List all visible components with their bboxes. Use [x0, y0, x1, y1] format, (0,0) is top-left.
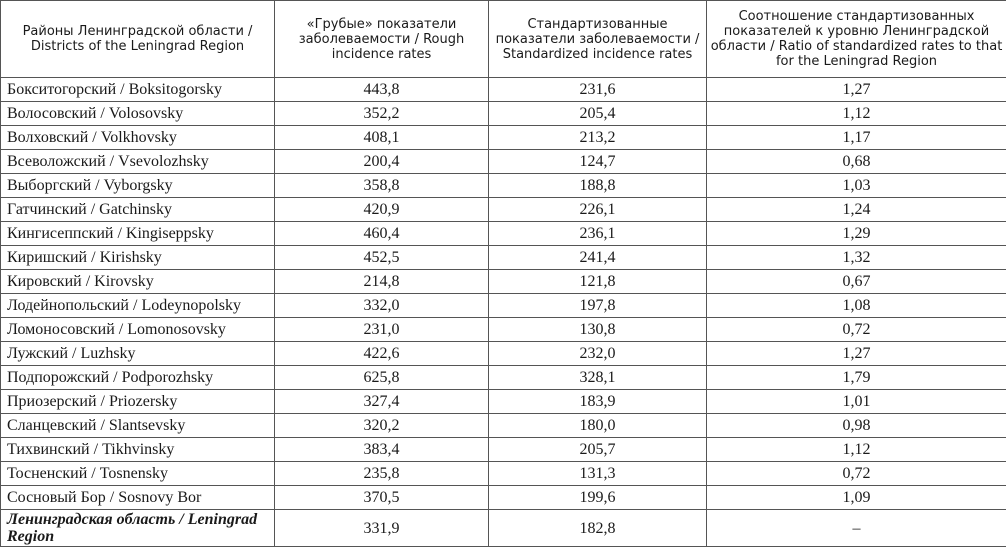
total-district-cell: Ленинградская область / Leningrad Region: [1, 510, 275, 547]
standardized-rate-cell: 205,4: [489, 102, 707, 126]
table-row: [1, 342, 1006, 366]
district-cell: Волосовский / Volosovsky: [1, 102, 275, 126]
table-row: [1, 174, 1006, 198]
total-row: [1, 510, 1006, 547]
rough-rate-cell: 327,4: [275, 390, 489, 414]
district-cell: Всеволожский / Vsevolozhsky: [1, 150, 275, 174]
standardized-rate-cell: 121,8: [489, 270, 707, 294]
district-cell: Гатчинский / Gatchinsky: [1, 198, 275, 222]
district-cell: Тосненский / Tosnensky: [1, 462, 275, 486]
rough-rate-cell: 408,1: [275, 126, 489, 150]
table-row: [1, 390, 1006, 414]
table-row: [1, 366, 1006, 390]
district-cell: Волховский / Volkhovsky: [1, 126, 275, 150]
district-cell: Тихвинский / Tikhvinsky: [1, 438, 275, 462]
table-row: [1, 126, 1006, 150]
ratio-cell: 1,03: [707, 174, 1006, 198]
total-ratio-cell: –: [707, 510, 1006, 547]
table-row: [1, 318, 1006, 342]
standardized-rate-cell: 199,6: [489, 486, 707, 510]
table-row: [1, 486, 1006, 510]
standardized-rate-cell: 180,0: [489, 414, 707, 438]
district-cell: Кировский / Kirovsky: [1, 270, 275, 294]
table-row: [1, 198, 1006, 222]
rough-rate-cell: 200,4: [275, 150, 489, 174]
district-cell: Кингисеппский / Kingiseppsky: [1, 222, 275, 246]
standardized-rate-cell: 183,9: [489, 390, 707, 414]
ratio-cell: 1,12: [707, 438, 1006, 462]
table-row: [1, 294, 1006, 318]
standardized-rate-cell: 213,2: [489, 126, 707, 150]
ratio-cell: 0,67: [707, 270, 1006, 294]
ratio-cell: 1,09: [707, 486, 1006, 510]
standardized-rate-cell: 231,6: [489, 78, 707, 102]
rough-rate-cell: 214,8: [275, 270, 489, 294]
table-row: [1, 78, 1006, 102]
table-row: [1, 150, 1006, 174]
ratio-cell: 1,27: [707, 342, 1006, 366]
table-row: [1, 438, 1006, 462]
standardized-rate-cell: 226,1: [489, 198, 707, 222]
header-standardized-rates: Стандартизованные показатели заболеваемости / Standardized incidence rates: [489, 1, 707, 78]
rough-rate-cell: 443,8: [275, 78, 489, 102]
table-row: [1, 246, 1006, 270]
rough-rate-cell: 332,0: [275, 294, 489, 318]
district-cell: Ломоносовский / Lomonosovsky: [1, 318, 275, 342]
standardized-rate-cell: 124,7: [489, 150, 707, 174]
table-header-row: [1, 1, 1006, 78]
table-row: [1, 462, 1006, 486]
header-ratio: Соотношение стандартизованных показателей к уровню Ленинградской области / Ratio of standardized rates to that for the Leningrad Region: [707, 1, 1006, 78]
standardized-rate-cell: 328,1: [489, 366, 707, 390]
standardized-rate-cell: 188,8: [489, 174, 707, 198]
rough-rate-cell: 352,2: [275, 102, 489, 126]
ratio-cell: 0,72: [707, 462, 1006, 486]
district-cell: Сланцевский / Slantsevsky: [1, 414, 275, 438]
district-cell: Лужский / Luzhsky: [1, 342, 275, 366]
table-body: [1, 78, 1006, 510]
ratio-cell: 1,24: [707, 198, 1006, 222]
standardized-rate-cell: 130,8: [489, 318, 707, 342]
ratio-cell: 1,32: [707, 246, 1006, 270]
table-row: [1, 102, 1006, 126]
standardized-rate-cell: 131,3: [489, 462, 707, 486]
rough-rate-cell: 383,4: [275, 438, 489, 462]
rough-rate-cell: 420,9: [275, 198, 489, 222]
district-cell: Киришский / Kirishsky: [1, 246, 275, 270]
standardized-rate-cell: 197,8: [489, 294, 707, 318]
ratio-cell: 1,01: [707, 390, 1006, 414]
rough-rate-cell: 452,5: [275, 246, 489, 270]
rough-rate-cell: 235,8: [275, 462, 489, 486]
ratio-cell: 0,72: [707, 318, 1006, 342]
ratio-cell: 1,17: [707, 126, 1006, 150]
ratio-cell: 1,12: [707, 102, 1006, 126]
ratio-cell: 1,29: [707, 222, 1006, 246]
table-row: [1, 222, 1006, 246]
rough-rate-cell: 422,6: [275, 342, 489, 366]
district-cell: Выборгский / Vyborgsky: [1, 174, 275, 198]
standardized-rate-cell: 236,1: [489, 222, 707, 246]
rough-rate-cell: 370,5: [275, 486, 489, 510]
header-district: Районы Ленинградской области / Districts of the Leningrad Region: [1, 1, 275, 78]
district-cell: Бокситогорский / Boksitogorsky: [1, 78, 275, 102]
table-row: [1, 270, 1006, 294]
ratio-cell: 1,08: [707, 294, 1006, 318]
total-rough-cell: 331,9: [275, 510, 489, 547]
rough-rate-cell: 320,2: [275, 414, 489, 438]
standardized-rate-cell: 232,0: [489, 342, 707, 366]
standardized-rate-cell: 241,4: [489, 246, 707, 270]
rough-rate-cell: 460,4: [275, 222, 489, 246]
ratio-cell: 0,68: [707, 150, 1006, 174]
district-cell: Сосновый Бор / Sosnovy Bor: [1, 486, 275, 510]
header-rough-rates: «Грубые» показатели заболеваемости / Rough incidence rates: [275, 1, 489, 78]
rough-rate-cell: 625,8: [275, 366, 489, 390]
standardized-rate-cell: 205,7: [489, 438, 707, 462]
district-cell: Лодейнопольский / Lodeynopolsky: [1, 294, 275, 318]
rough-rate-cell: 231,0: [275, 318, 489, 342]
rough-rate-cell: 358,8: [275, 174, 489, 198]
district-cell: Подпорожский / Podporozhsky: [1, 366, 275, 390]
total-standardized-cell: 182,8: [489, 510, 707, 547]
ratio-cell: 1,27: [707, 78, 1006, 102]
table-row: [1, 414, 1006, 438]
ratio-cell: 1,79: [707, 366, 1006, 390]
ratio-cell: 0,98: [707, 414, 1006, 438]
district-cell: Приозерский / Priozersky: [1, 390, 275, 414]
